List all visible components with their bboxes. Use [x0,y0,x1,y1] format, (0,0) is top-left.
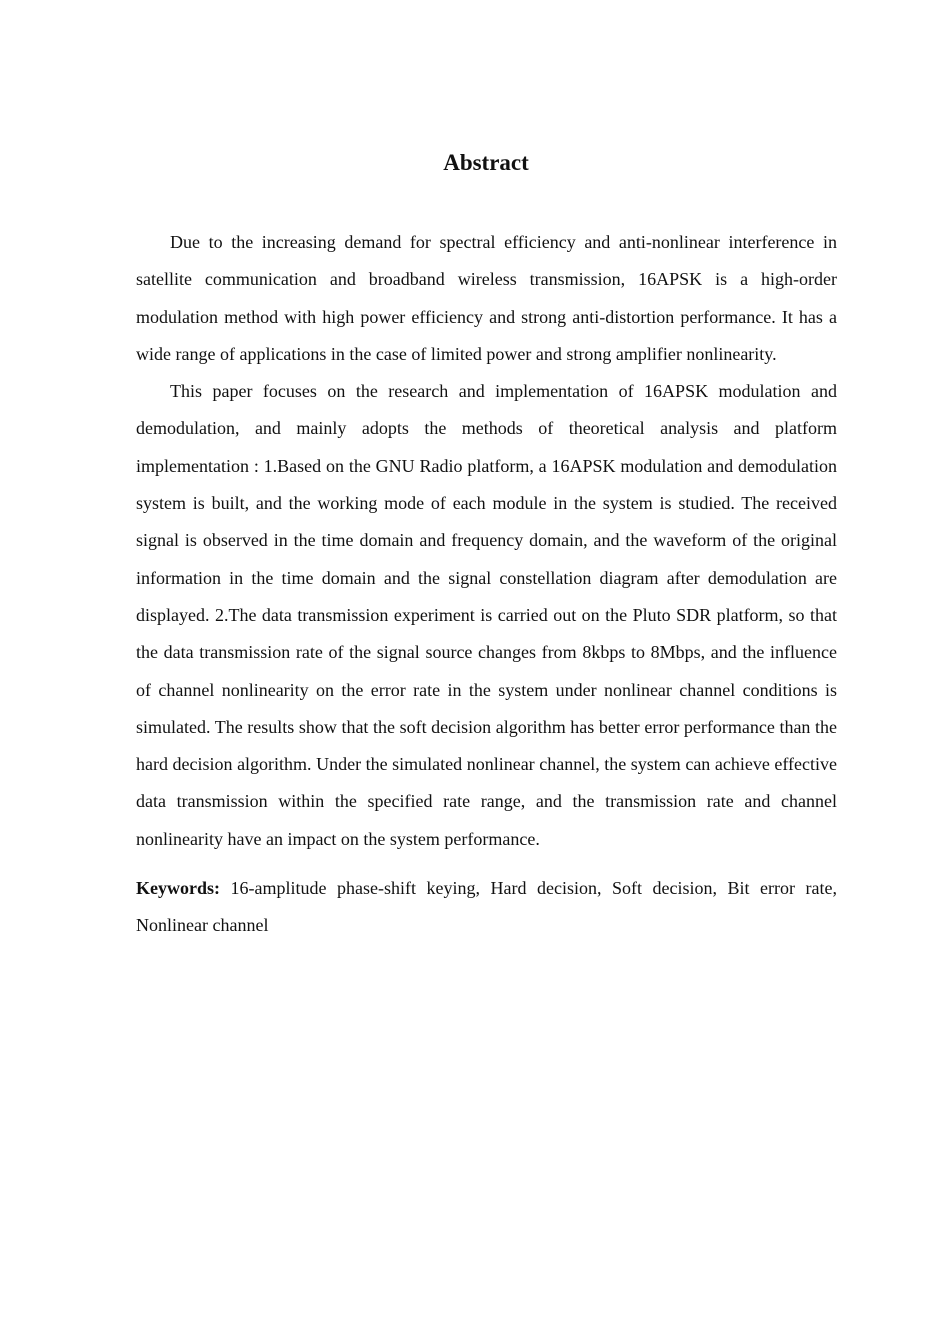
keywords-line [136,870,837,945]
keywords-label: Keywords: [136,878,220,899]
abstract-paragraph-1: Due to the increasing demand for spectral efficiency and anti-nonlinear interference in satellite communication and broadband wireless transmission, 16APSK is a high-order modulation method with high power efficiency and strong anti-distortion performance. It has a wide range of applications in the case of limited power and strong amplifier nonlinearity. [136,232,837,364]
keywords-text: 16-amplitude phase-shift keying, Hard decision, Soft decision, Bit error rate, Nonlinear channel [136,878,837,936]
abstract-paragraph-2: This paper focuses on the research and implementation of 16APSK modulation and demodulation, and mainly adopts the methods of theoretical analysis and platform implementation : 1.Based on the GNU Radio platform, a 16APSK modulation and demodulation system is built, and the working mode of each module in the system is studied. The received signal is observed in the time domain and frequency domain, and the waveform of the original information in the time domain and the signal constellation diagram after demodulation are displayed. 2.The data transmission experiment is carried out on the Pluto SDR platform, so that the data transmission rate of the signal source changes from 8kbps to 8Mbps, and the influence of channel nonlinearity on the error rate in the system under nonlinear channel conditions is simulated. The results show that the soft decision algorithm has better error performance than the hard decision algorithm. Under the simulated nonlinear channel, the system can achieve effective data transmission within the specified rate range, and the transmission rate and channel nonlinearity have an impact on the system performance. [136,381,837,849]
abstract-body [136,224,837,945]
abstract-title: Abstract [443,150,529,175]
